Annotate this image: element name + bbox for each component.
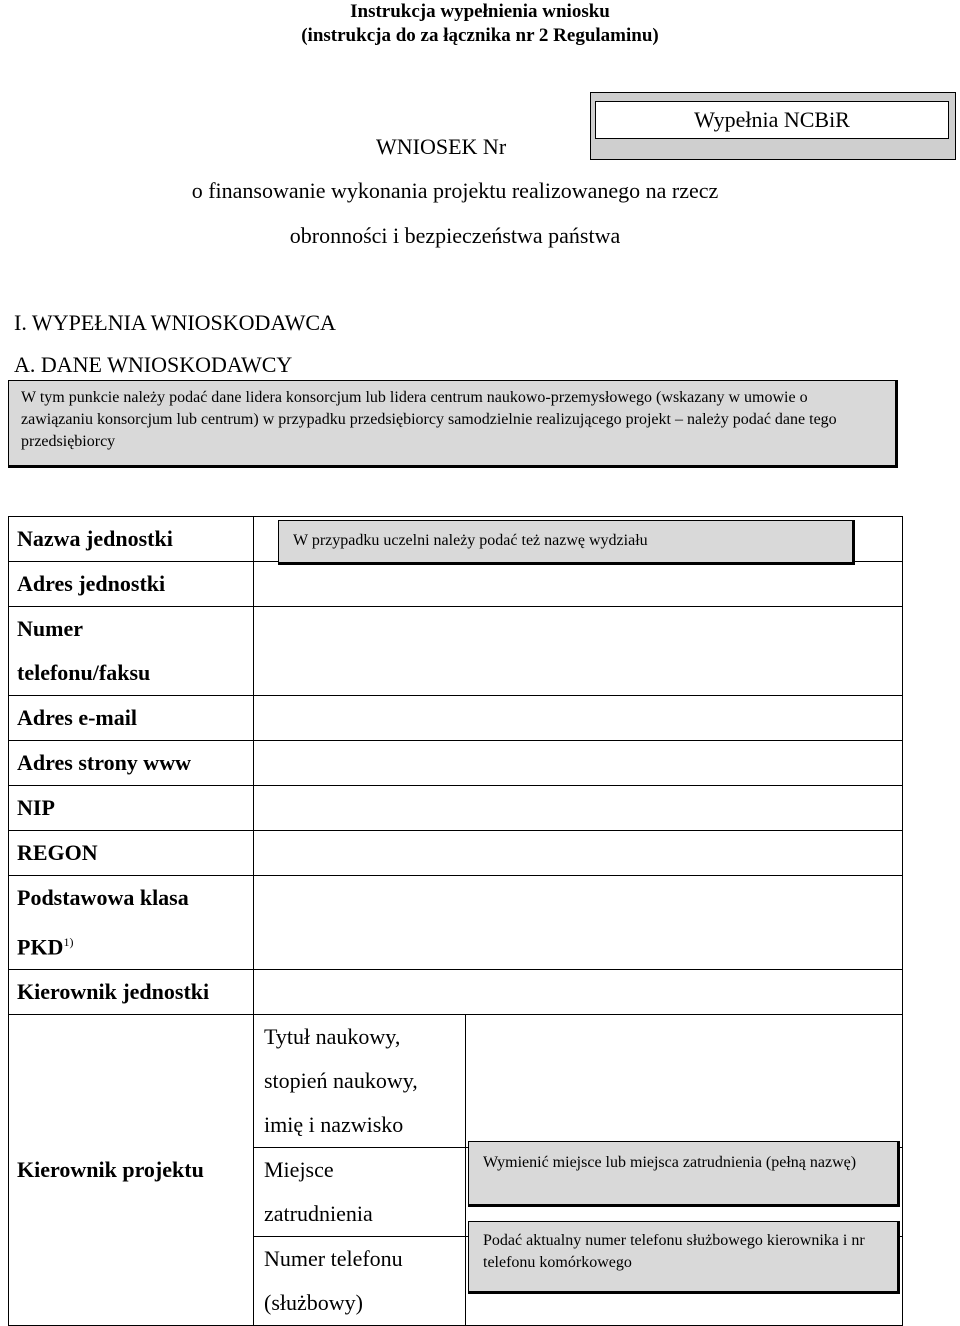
label-kierownik-jednostki: Kierownik jednostki [9, 970, 254, 1015]
title-line-1: o finansowanie wykonania projektu realizowanego na rzecz [191, 178, 719, 203]
field-regon[interactable] [254, 831, 903, 876]
sublabel-numer-line-1: Numer telefonu [264, 1246, 403, 1272]
label-nip: NIP [9, 786, 254, 831]
label-pkd-line-2 [17, 920, 253, 969]
hint-wydzial: W przypadku uczelni należy podać też nazwę wydziału [278, 520, 855, 565]
field-pkd[interactable] [254, 876, 903, 970]
label-telefon-line-1: Numer [17, 616, 83, 641]
ncbir-label: Wypełnia NCBiR [595, 101, 949, 139]
label-adres-jednostki: Adres jednostki [9, 562, 254, 607]
hint-numer-telefonu: Podać aktualny numer telefonu służbowego kierownika i nr telefonu komórkowego [468, 1221, 900, 1294]
field-adres-jednostki[interactable] [254, 562, 903, 607]
field-email[interactable] [254, 696, 903, 741]
section-i-heading: I. WYPEŁNIA WNIOSKODAWCA [14, 310, 336, 335]
instruction-note: W tym punkcie należy podać dane lidera konsorcjum lub lidera centrum naukowo-przemysłowego (wskazany w umowie o zawiązaniu konsorcjum lub centrum) w przypadku przedsiębiorcy samodzielnie realizującego projekt – należy podać dane tego przedsiębiorcy [8, 380, 898, 468]
sublabel-tytul-line-3: imię i nazwisko [264, 1112, 404, 1138]
label-www: Adres strony www [9, 741, 254, 786]
field-telefon-faks[interactable] [254, 607, 903, 696]
sublabel-numer-telefonu [254, 1237, 466, 1326]
label-telefon-faks [9, 607, 254, 696]
label-pkd-text: PKD [17, 934, 64, 960]
wniosek-title: WNIOSEK Nr [376, 134, 507, 159]
label-regon: REGON [9, 831, 254, 876]
sublabel-numer-line-2: (służbowy) [264, 1290, 363, 1316]
label-pkd [9, 876, 254, 970]
label-nazwa-jednostki: Nazwa jednostki [9, 517, 254, 562]
sublabel-tytul [254, 1015, 466, 1148]
label-telefon-line-2: telefonu/faksu [17, 660, 151, 685]
sublabel-miejsce-line-1: Miejsce [264, 1157, 334, 1183]
ncbir-box [590, 92, 956, 160]
section-a-heading: A. DANE WNIOSKODAWCY [14, 352, 293, 377]
header-line-1: Instrukcja wypełnienia wniosku [350, 1, 610, 22]
label-pkd-line-1: Podstawowa klasa [17, 885, 189, 910]
footnote-marker: 1) [63, 935, 74, 949]
field-kierownik-jednostki[interactable] [254, 970, 903, 1015]
header-line-2: (instrukcja do za łącznika nr 2 Regulaminu) [301, 25, 659, 46]
field-nip[interactable] [254, 786, 903, 831]
sublabel-tytul-line-2: stopień naukowy, [264, 1068, 418, 1094]
field-www[interactable] [254, 741, 903, 786]
label-kierownik-projektu: Kierownik projektu [9, 1015, 254, 1326]
label-email: Adres e-mail [9, 696, 254, 741]
sublabel-miejsce [254, 1148, 466, 1237]
sublabel-miejsce-line-2: zatrudnienia [264, 1201, 373, 1227]
title-line-2: obronności i bezpieczeństwa państwa [289, 223, 621, 248]
hint-miejsce-zatrudnienia: Wymienić miejsce lub miejsca zatrudnienia (pełną nazwę) [468, 1141, 900, 1207]
field-tytul-imie-nazwisko[interactable] [466, 1015, 903, 1148]
sublabel-tytul-line-1: Tytuł naukowy, [264, 1024, 401, 1050]
